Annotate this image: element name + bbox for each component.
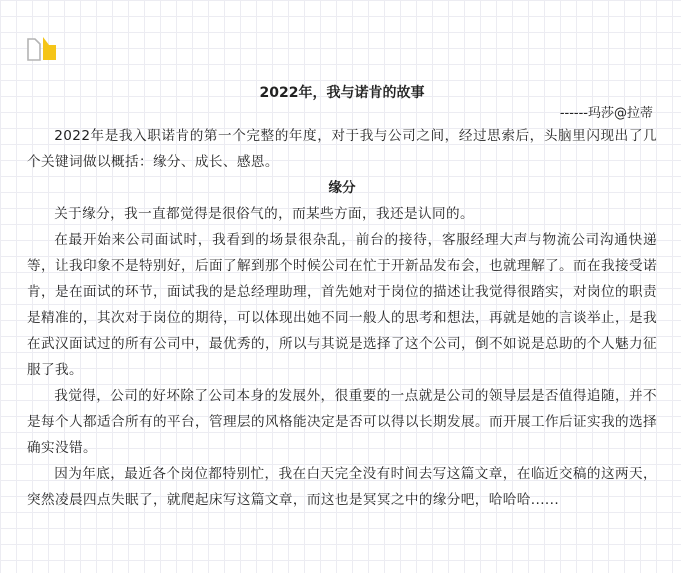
paragraph: 因为年底，最近各个岗位都特别忙，我在白天完全没有时间去写这篇文章，在临近交稿的这两天，突然凌晨四点失眠了，就爬起床写这篇文章，而这也是冥冥之中的缘分吧，哈哈哈...... (27, 466, 657, 508)
intro-paragraph: 2022年是我入职诺肯的第一个完整的年度，对于我与公司之间，经过思索后，头脑里闪现出了几个关键词做以概括：缘分、成长、感恩。 (27, 128, 657, 170)
paragraph: 在最开始来公司面试时，我看到的场景很杂乱，前台的接待，客服经理大声与物流公司沟通快递等，让我印象不是特别好，后面了解到那个时候公司在忙于开新品发布会，也就理解了。而在我接受诺肯，是在面试的环节，面试我的是总经理助理，首先她对于岗位的描述让我觉得很踏实，对岗位的职责是精准的，其次对于岗位的期待，可以体现出她不同一般人的思考和想法，再就是她的言谈举止，是我在武汉面试过的所有公司中，最优秀的，所以与其说是选择了这个公司，倒不如说是总助的个人魅力征服了我。 (27, 232, 657, 378)
paragraph: 关于缘分，我一直都觉得是很俗气的，而某些方面，我还是认同的。 (54, 206, 474, 222)
document-title: 2022年，我与诺肯的故事 (259, 85, 425, 101)
author-signature: ------玛莎@拉蒂 (559, 106, 653, 121)
document-body (27, 84, 657, 513)
paragraph: 我觉得，公司的好坏除了公司本身的发展外，很重要的一点就是公司的领导层是否值得追随，并不是每个人都适合所有的平台，管理层的风格能决定是否可以得以长期发展。而开展工作后证实我的选择确实没错。 (27, 388, 657, 456)
section-heading: 缘分 (328, 180, 356, 196)
notes-logo-icon (27, 35, 57, 61)
